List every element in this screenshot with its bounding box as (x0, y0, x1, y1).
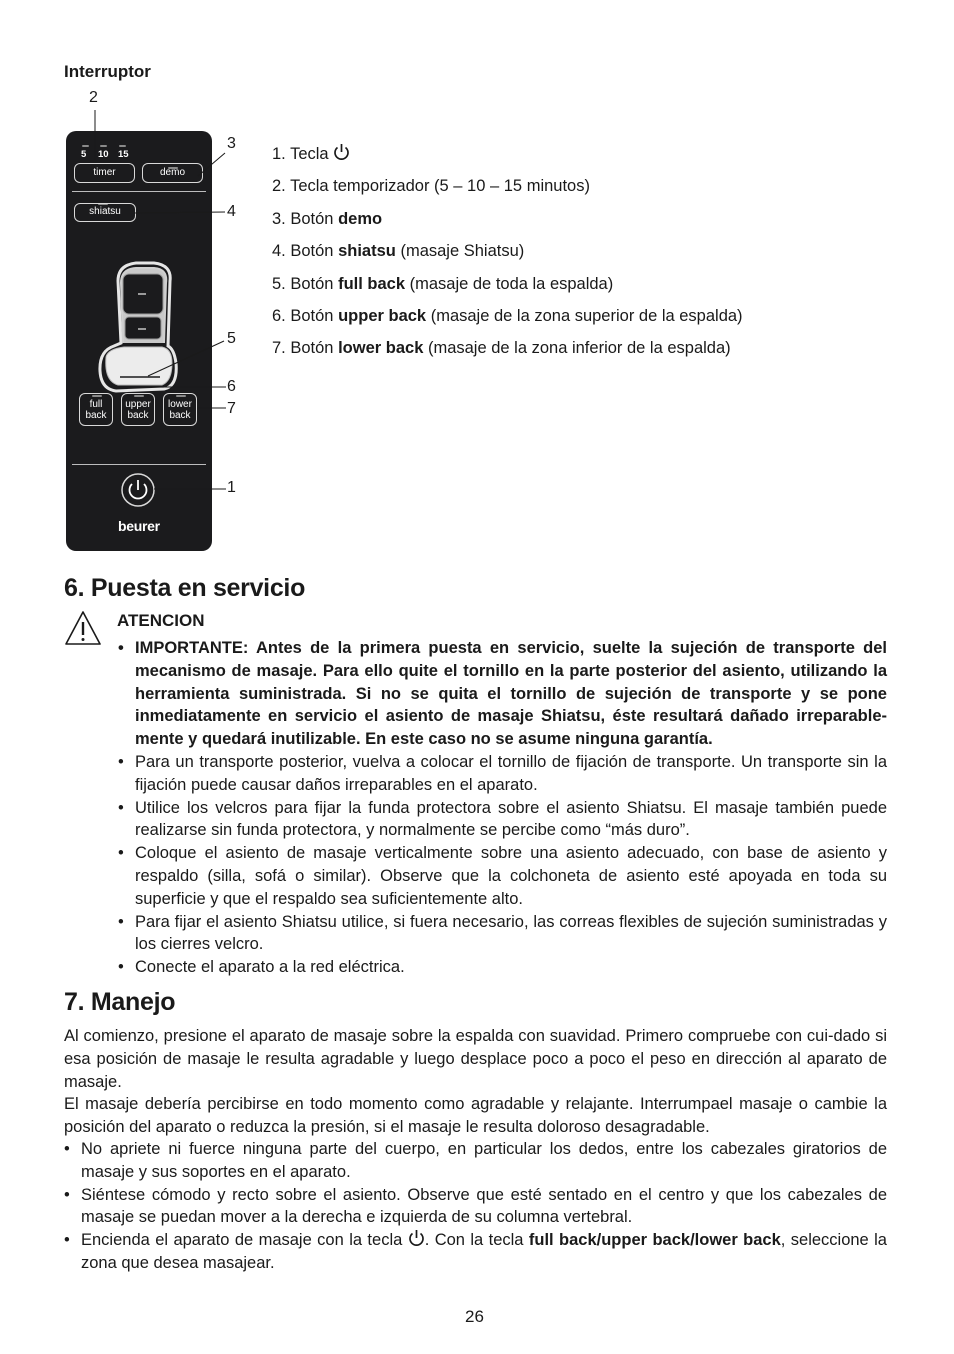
legend-bold: lower back (338, 339, 424, 358)
warning-triangle-icon (64, 610, 102, 646)
legend-item-1 (272, 141, 743, 173)
section-7-paragraph-1: Al comienzo, presione el aparato de masaje sobre la espalda con suavidad. Primero compruebe con cui-dado si esa posición de masaje le resulta agradable y luego desplace poco a poco el peso en dirección al aparato de masaje. (64, 1027, 887, 1091)
legend-suffix: (masaje Shiatsu) (400, 242, 525, 261)
legend-item-6 (272, 303, 743, 335)
legend-num: 2. (272, 177, 286, 196)
timer-value-15: 15 (118, 149, 129, 160)
lower-back-label-1: lower (168, 399, 192, 410)
upper-back-label-1: upper (125, 399, 151, 410)
legend-text: Botón (290, 242, 334, 261)
legend-text: Tecla temporizador (5 – 10 – 15 minutos) (290, 177, 590, 196)
legend-item-3 (272, 206, 743, 238)
legend-bold: shiatsu (338, 242, 396, 261)
demo-button-label: demo (159, 167, 185, 178)
lower-back-label-2: back (169, 409, 191, 421)
callout-7: 7 (227, 400, 236, 417)
timer-value-5: 5 (81, 149, 87, 160)
legend-item-5 (272, 271, 743, 303)
timer-button-label: timer (93, 167, 116, 178)
legend-item-2 (272, 173, 743, 205)
bullet-text: . Con la tecla (424, 1231, 524, 1250)
timer-value-10: 10 (98, 149, 109, 160)
callout-leader-lines (0, 0, 260, 560)
full-back-label-1: full (89, 399, 103, 410)
brand-logo: beurer (118, 518, 160, 534)
callout-5: 5 (227, 330, 236, 347)
figure-legend (272, 141, 743, 368)
upper-back-label-2: back (127, 409, 149, 421)
bullet-bold: full back/upper back/lower back (528, 1231, 781, 1250)
legend-text: Botón (290, 339, 334, 358)
section-6-title: 6. Puesta en servicio (64, 574, 306, 602)
legend-text: Botón (290, 306, 334, 325)
legend-bold: full back (338, 274, 406, 293)
list-item: • Utilice los velcros para fijar la funda protectora sobre el asiento Shiatsu. El masaje también puede realizarse sin funda protectora, y normalmente se percibe como “más duro”. (117, 797, 887, 843)
list-item: • Coloque el asiento de masaje verticalmente sobre una asiento adecuado, con base de asiento y respaldo (silla, sofá o similar). Observe que la colchoneta de asiento esté apoyada en toda su superficie y que el respaldo sea suficientemente alto. (117, 842, 887, 910)
figure-subtitle: Interruptor (64, 62, 151, 81)
legend-num: 3. (272, 209, 286, 228)
legend-text: Botón (290, 274, 334, 293)
callout-1: 1 (227, 479, 236, 496)
list-item: • Siéntese cómodo y recto sobre el asiento. Observe que esté sentado en el centro y que los cabezales de masaje se puedan mover a la derecha e izquierda de su columna vertebral. (63, 1184, 887, 1230)
legend-suffix: (masaje de la zona superior de la espalda) (430, 306, 743, 325)
callout-4: 4 (227, 203, 236, 220)
section-7-bullets (63, 1138, 887, 1275)
bullet-text: Encienda el aparato de masaje con la tecla (81, 1231, 403, 1250)
legend-item-4 (272, 238, 743, 270)
legend-suffix: (masaje de la zona inferior de la espalda) (427, 339, 731, 358)
legend-num: 7. (272, 339, 286, 358)
legend-num: 6. (272, 306, 286, 325)
legend-bold: upper back (338, 306, 427, 325)
legend-bold: demo (338, 209, 383, 228)
section-6-bullets (117, 637, 887, 979)
section-7-paragraph-2: El masaje debería percibirse en todo momento como agradable y relajante. Interrumpael masaje o cambie la posición del aparato o reduzca la presión, si el masaje le resulta doloroso desagradable. (64, 1095, 887, 1136)
bullet-text: , seleccione la zona que desea masajear. (81, 1231, 887, 1272)
list-item (63, 1229, 887, 1275)
section-7-title: 7. Manejo (64, 988, 176, 1016)
shiatsu-button-label: shiatsu (89, 206, 121, 217)
legend-num: 5. (272, 274, 286, 293)
list-item: • Conecte el aparato a la red eléctrica. (117, 956, 887, 979)
list-item: • No apriete ni fuerce ninguna parte del cuerpo, en particular los dedos, entre los cabezales giratorios de masaje y sus soportes en el aparato. (63, 1138, 887, 1184)
legend-text: Botón (290, 209, 334, 228)
power-icon (333, 143, 350, 161)
list-item: • IMPORTANTE: Antes de la primera puesta en servicio, suelte la sujeción de transporte del mecanismo de masaje. Para ello quite el tornillo en la parte posterior del asiento, utilizando la herramienta suministrada. Si no se quita el tornillo de sujeción de transporte y se pone inmediatamente en servicio el asiento de masaje Shiatsu, éste resultará dañado irreparable-mente y quedará inutilizable. En este caso no se asume ninguna garantía. (117, 637, 887, 751)
callout-2: 2 (89, 89, 98, 106)
list-item: • Para un transporte posterior, vuelva a colocar el tornillo de fijación de transporte. Un transporte sin la fijación puede causar daños irreparables en el aparato. (117, 751, 887, 797)
legend-item-7 (272, 335, 743, 367)
list-item: • Para fijar el asiento Shiatsu utilice, si fuera necesario, las correas flexibles de sujeción suministradas y los cierres velcro. (117, 911, 887, 957)
page-number: 26 (465, 1307, 484, 1326)
power-icon (408, 1229, 425, 1247)
legend-num: 1. (272, 145, 286, 163)
legend-num: 4. (272, 242, 286, 261)
warning-title: ATENCION (117, 611, 205, 630)
legend-suffix: (masaje de toda la espalda) (409, 274, 614, 293)
full-back-label-2: back (85, 409, 107, 421)
callout-6: 6 (227, 378, 236, 395)
legend-text: Tecla (290, 145, 329, 163)
callout-3: 3 (227, 135, 236, 152)
